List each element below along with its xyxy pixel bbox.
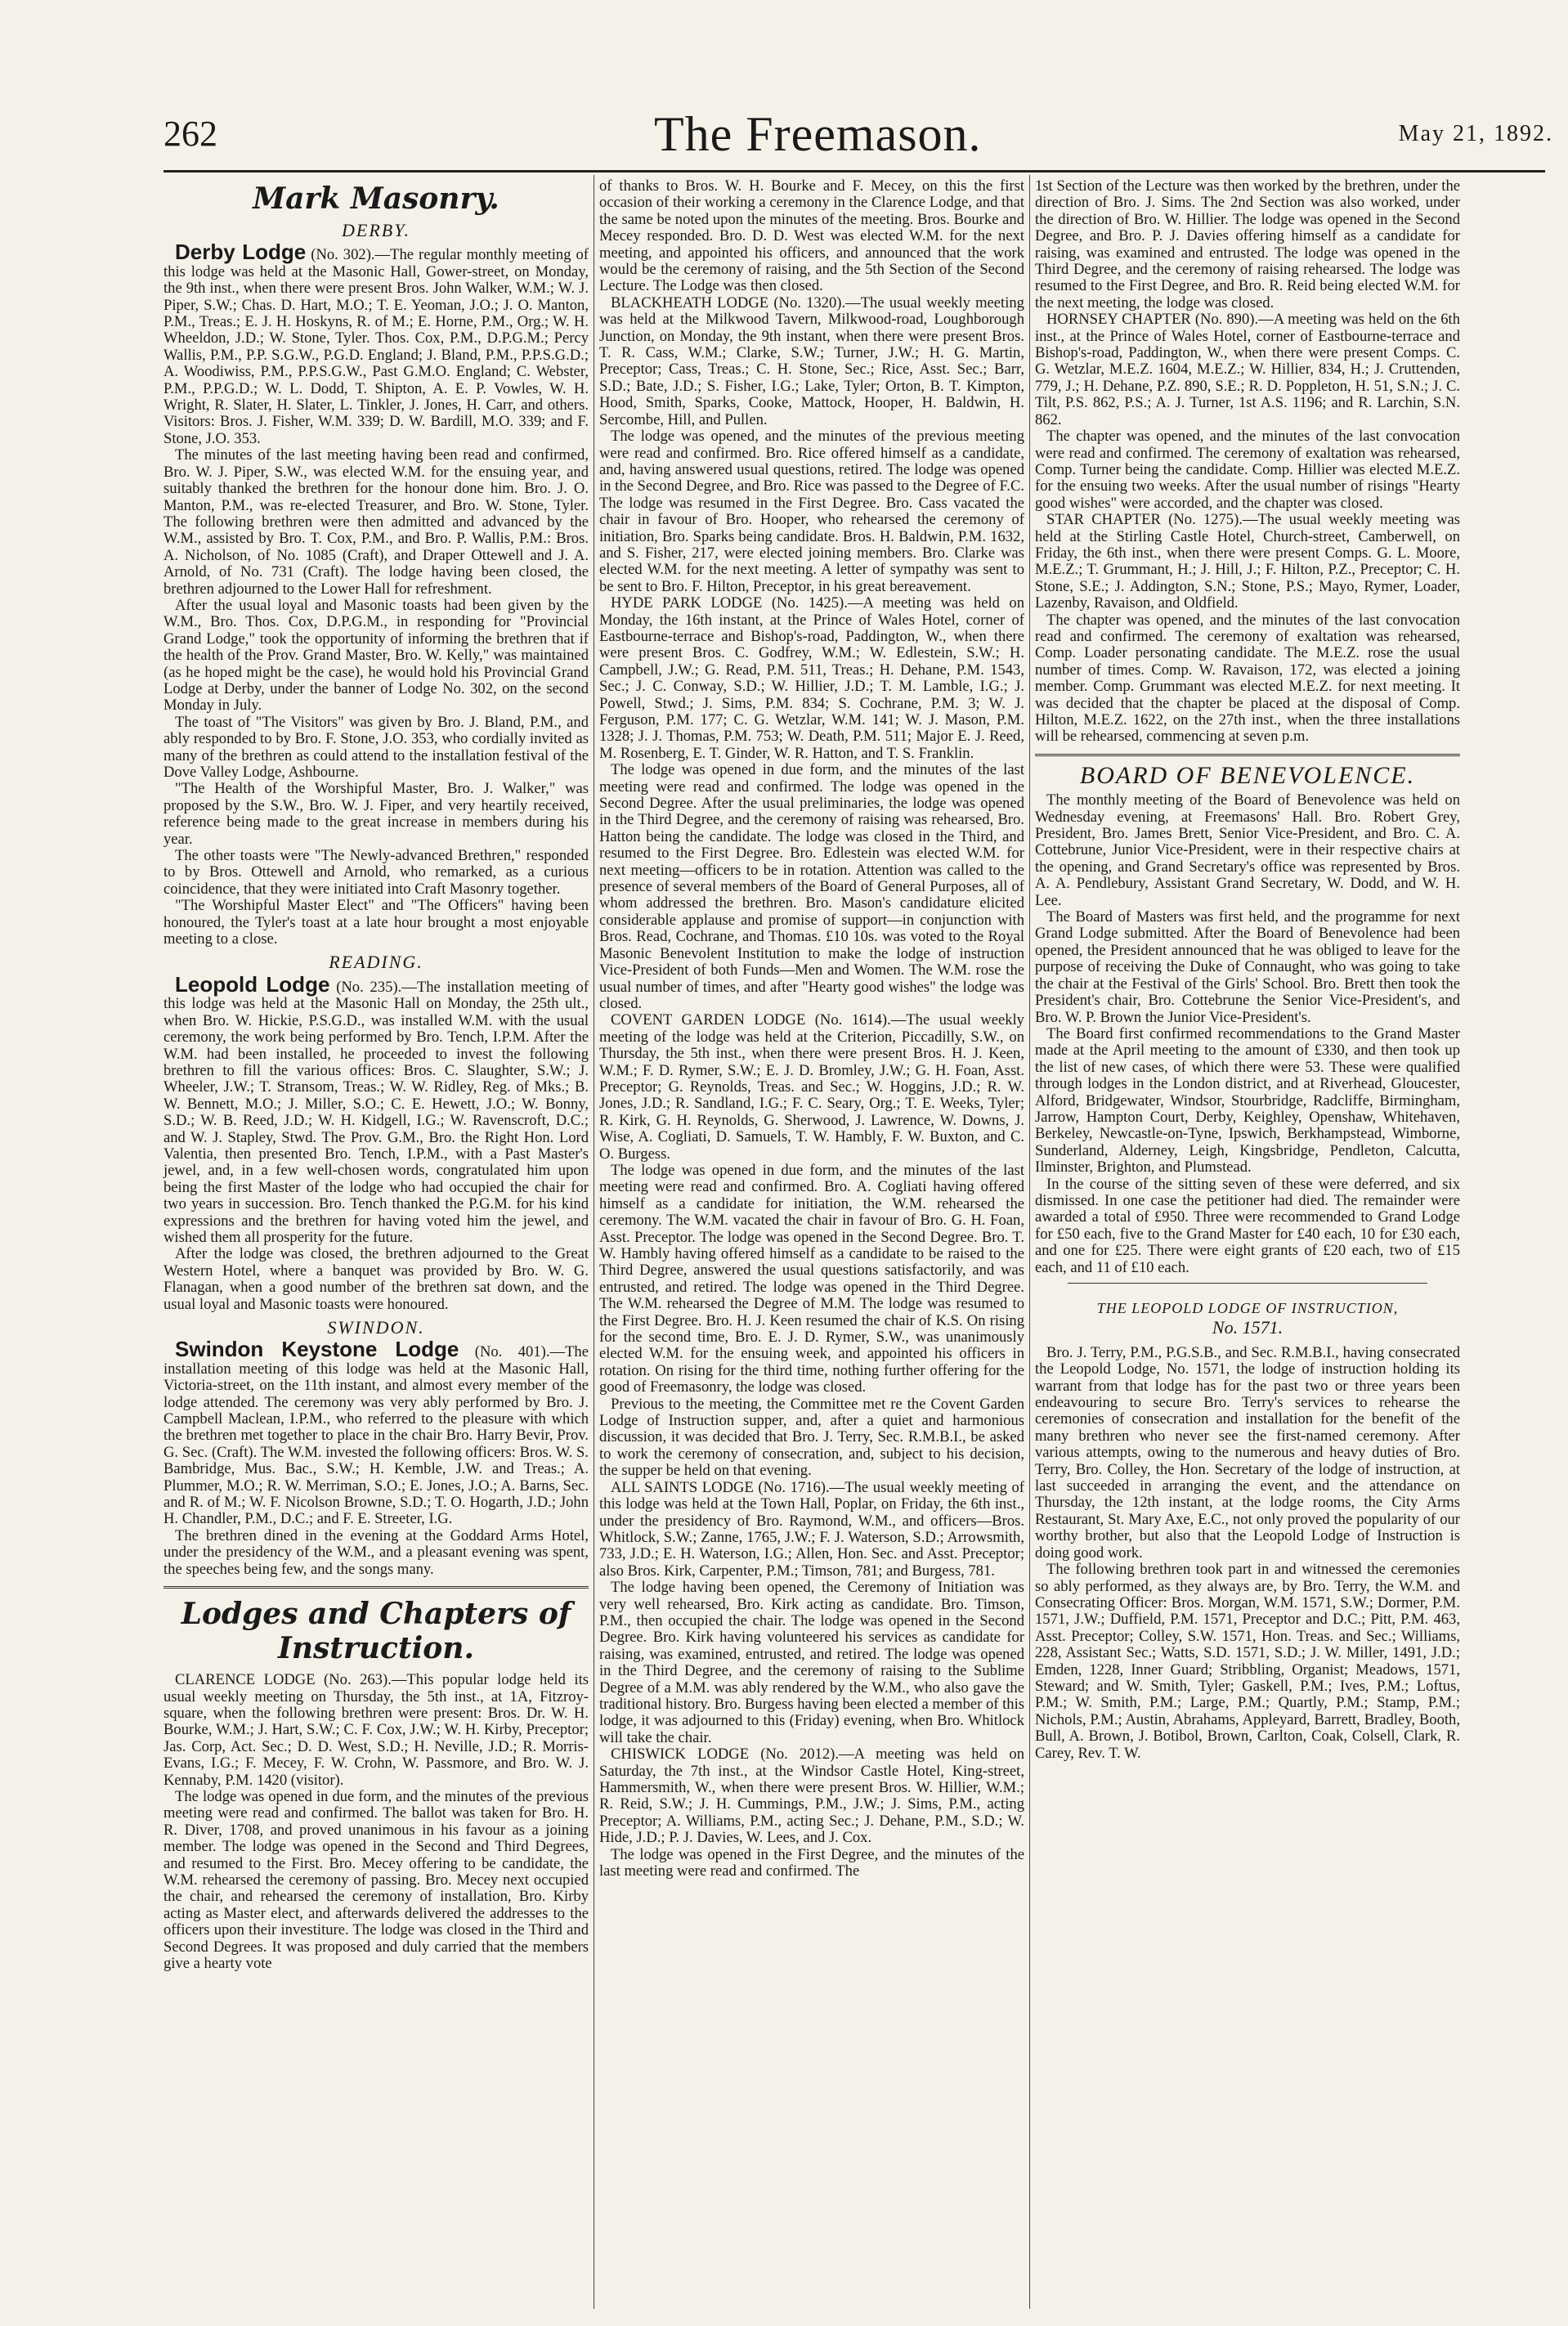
- lodge-lead: COVENT GARDEN LODGE (No. 1614).: [611, 1011, 891, 1029]
- paragraph: Previous to the meeting, the Committee met re the Covent Garden Lodge of Instruction supper, and, after a quiet and harmonious discussion, it was decided that Bro. J. Terry, Sec. R.M.B.I., be asked to work the ceremony of consecration, and, subject to his decision, the supper be held on that evening.: [599, 1395, 1024, 1480]
- paragraph: The monthly meeting of the Board of Benevolence was held on Wednesday evening, at Freemasons' Hall. Bro. Robert Grey, President, Bro. James Brett, Senior Vice-President, and Bro. C. A. Cottebrune, Junior Vice-President, were in their respective chairs at the opening, and Grand Secretary's office was represented by Bros. A. A. Pendlebury, Assistant Grand Secretary, W. Dodd, and W. H. Lee.: [1035, 791, 1460, 909]
- lodge-name: Leopold Lodge: [175, 971, 330, 997]
- paragraph: The lodge was opened in due form, and the minutes of the previous meeting were read and confirmed. The ballot was taken for Bro. H. R. Diver, 1708, and proved unanimous in his favour as a joining member. The lodge was opened in the Second and Third Degrees, and resumed to the First. Bro. Mecey offering to be candidate, the W.M. rehearsed the ceremony of passing. Bro. Mecey next occupied the chair, and rehearsed the ceremony of installation, Bro. Kirby acting as Master elect, and afterwards delivered the addresses to the officers upon their investiture. The lodge was closed in the Third and Second Degrees. It was proposed and duly carried that the members give a hearty vote: [164, 1787, 589, 1972]
- paragraph: The minutes of the last meeting having been read and confirmed, Bro. W. J. Piper, S.W., was elected W.M. for the ensuing year, and suitably thanked the brethren for the honour done him. Bro. J. O. Manton, P.M., was re-elected Treasurer, and Bro. W. Stone, Tyler. The following brethren were then admitted and advanced by the W.M., assisted by Bro. T. Cox, P.M., and Bro. P. Wallis, P.M.: Bros. A. Nicholson, of No. 1085 (Craft), and Draper Ottewell and J. A. Arnold, of No. 731 (Craft). The lodge having been closed, the brethren adjourned to the Lower Hall for refreshment.: [164, 446, 589, 598]
- report-derby: [164, 240, 589, 447]
- paragraph: The lodge having been opened, the Ceremony of Initiation was very well rehearsed, Bro. Kirk acting as candidate. Bro. Timson, P.M., then occupied the chair. The lodge was opened in the Second Degree. Bro. Kirk having volunteered his services as candidate for raising, was examined, entrusted, and retired. The lodge was opened in the Third Degree, and the ceremony of raising to the Sublime Degree of a M.M. was ably rendered by the W.M., who also gave the traditional history. Bro. Burgess having been elected a member of this lodge, it was adjourned to this (Friday) evening, when Bro. Whitlock will take the chair.: [599, 1579, 1024, 1746]
- lodge-lead: CHISWICK LODGE (No. 2012).: [611, 1746, 839, 1764]
- paragraph: The chapter was opened, and the minutes of the last convocation were read and confirmed. The ceremony of exaltation was rehearsed, Comp. Turner being the candidate. Comp. Hillier was elected M.E.Z. for the ensuing two weeks. After the usual number of risings "Hearty good wishes" were accorded, and the chapter was closed.: [1035, 428, 1460, 512]
- report-hornsey: [1035, 311, 1460, 428]
- paragraph: —A meeting was held on the 6th inst., at the Prince of Wales Hotel, corner of Eastbourne-terrace and Bishop's-road, Paddington, W., when there were present Comps. C. G. Wetzlar, M.E.Z. 1604, M.E.Z.; W. Hillier, 834, H.; J. Cruttenden, 779, J.; H. Dehane, P.Z. 890, S.E.; R. D. Poppleton, H. 51, S.N.; J. C. Tilt, P.S. 862, P.S.; A. J. Turner, 1st A.S. 1196; and R. Larchin, S.N. 862.: [1035, 311, 1460, 428]
- paragraph: —The usual weekly meeting of the lodge was held at the Criterion, Piccadilly, S.W., on Thursday, the 5th inst., when there were present Bros. H. J. Keen, W.M.; F. D. Rymer, S.W.; E. J. D. Bromley, J.W.; G. H. Foan, Asst. Preceptor; G. Reynolds, Treas. and Sec.; W. Hoggins, J.D.; R. W. Jones, J.D.; R. Sandland, I.G.; F. C. Seary, Org.; T. E. Weeks, Tyler; R. Kirk, G. H. Reynolds, G. Sherwood, J. Lawrence, W. Downs, J. Wise, A. Cogliati, D. Samuels, T. W. Hambly, F. W. Buxton, and C. O. Burgess.: [599, 1011, 1024, 1163]
- paragraph: The lodge was opened in due form, and the minutes of the last meeting were read and confirmed. Bro. A. Cogliati having offered himself as a candidate for initiation, the W.M. rehearsed the ceremony. The W.M. vacated the chair in favour of Bro. G. H. Foan, Asst. Preceptor. The lodge was opened in the Second Degree. Bro. T. W. Hambly having offered himself as a candidate to be raised to the Third Degree, answered the usual questions satisfactorily, and was entrusted, and retired. The lodge was opened in the Third Degree. The W.M. rehearsed the Degree of M.M. The lodge was resumed to the First Degree. Bro. H. J. Keen resumed the chair of K.S. On rising for the second time, Bro. E. J. D. Rymer, S.W., was unanimously elected W.M. for the ensuing week, and appointed his officers in rotation. On rising for the third time, nothing further offering for the good of Freemasonry, the lodge was closed.: [599, 1161, 1024, 1396]
- column-1: [164, 178, 589, 1972]
- paragraph: Bro. J. Terry, P.M., P.G.S.B., and Sec. R.M.B.I., having consecrated the Leopold Lodge, No. 1571, the lodge of instruction holding its warrant from that lodge has for the past two or three years been endeavouring to secure Bro. Terry's services to rehearse the ceremonies of consecration and installation for the benefit of the many brethren who never see the first-named ceremony. After various attempts, owing to the numerous and heavy duties of Bro. Terry, Bro. Colley, the Hon. Secretary of the lodge of instruction, at last succeeded in arranging the event, and the attendance on Thursday, the 12th instant, at the lodge rooms, the City Arms Restaurant, St. Mary Axe, E.C., not only proved the popularity of our worthy brother, but also that the Leopold Lodge of Instruction is doing good work.: [1035, 1343, 1460, 1562]
- lodge-name: Derby Lodge: [175, 240, 307, 265]
- lodge-lead: BLACKHEATH LODGE (No. 1320).: [611, 294, 846, 311]
- section-heading-leopold-instruction: THE LEOPOLD LODGE OF INSTRUCTION,: [1096, 1300, 1399, 1316]
- report-chiswick: [599, 1746, 1024, 1846]
- newspaper-title: The Freemason.: [654, 107, 982, 161]
- lodge-lead: CLARENCE LODGE (No. 263).: [175, 1671, 392, 1689]
- lodge-lead: HYDE PARK LODGE (No. 1425).: [611, 594, 848, 612]
- paragraph: The lodge was opened in due form, and the minutes of the last meeting were read and confirmed. The lodge was opened in the Second Degree. After the usual preliminaries, the lodge was opened in the Third Degree, and the ceremony of raising was rehearsed, Bro. Hatton being the candidate. The lodge was closed in the Third, and resumed to the First Degree. Bro. Edlestein was elected W.M. for next meeting—officers to be in rotation. Attention was called to the presence of several members of the Board of General Purposes, all of whom addressed the brethren. Bro. Mason's candidature elicited considerable applause and promise of support—in conjunction with Bros. Read, Cochrane, and Thomas. £10 10s. was voted to the Royal Masonic Benevolent Institution to make the lodge of instruction Vice-President of both Funds—Men and Women. The W.M. rose the usual number of times, and after "Hearty good wishes" the lodge was closed.: [599, 761, 1024, 1012]
- lodge-lead: STAR CHAPTER (No. 1275).: [1046, 511, 1243, 529]
- paragraph: —The usual weekly meeting was held at the Stirling Castle Hotel, Church-street, Camberwell, on Friday, the 6th inst., when there were present Comps. G. L. Moore, M.E.Z.; T. Grummant, H.; J. Hill, J.; F. Hilton, P.Z., Preceptor; C. H. Stone, S.E.; J. Addington, S.N.; Stone, P.S.; Mayo, Rymer, Loader, Lazenby, Ravaison, and Oldfield.: [1035, 511, 1460, 612]
- paragraph: —The usual weekly meeting of this lodge was held at the Town Hall, Poplar, on Friday, the 6th inst., under the presidency of Bro. Raymond, W.M., and officers—Bros. Whitlock, S.W.; Zanne, 1765, J.W.; F. J. Waterson, S.D.; Arrowsmith, 733, J.D.; E. H. Waterson, I.G.; Allen, Hon. Sec. and Asst. Preceptor; also Bros. Kirk, Carpenter, P.M.; Timson, 781; and Burgess, 781.: [599, 1478, 1024, 1580]
- section-divider: [1068, 1283, 1427, 1284]
- paragraph: —A meeting was held on Monday, the 16th instant, at the Prince of Wales Hotel, corner of Eastbourne-terrace and Bishop's-road, Paddington, W., when there were present Bros. C. Godfrey, W.M.; W. Edlestein, S.W.; H. Campbell, J.W.; G. Read, P.M. 511, Treas.; H. Dehane, P.M. 1543, Sec.; J. C. Conway, S.D.; W. Hillier, J.D.; T. M. Lamble, I.G.; J. Powell, Stwd.; J. Sims, P.M. 834; S. Cochrane, P.M. 3; W. J. Ferguson, P.M. 177; C. G. Wetzlar, W.M. 141; W. J. Mason, P.M. 1328; J. J. Thomas, P.M. 753; W. Death, P.M. 511; Major E. J. Reed, M. Rosenberg, E. T. Ginder, W. R. Hatton, and T. S. Franklin.: [599, 594, 1024, 762]
- paragraph: —This popular lodge held its usual weekly meeting on Thursday, the 5th inst., at 1A, Fitzroy-square, when the following brethren were present: Bros. Dr. W. H. Bourke, W.M.; J. Hart, S.W.; C. F. Cox, J.W.; W. H. Kirby, Preceptor; Jas. Corp, Act. Sec.; D. D. West, S.D.; H. Neville, J.D.; R. Morris-Evans, I.G.; F. Mecey, F. W. Crohn, W. Passmore, and Bro. W. J. Kennaby, P.M. 1420 (visitor).: [164, 1671, 589, 1789]
- report-star: [1035, 512, 1460, 612]
- paragraph: The other toasts were "The Newly-advanced Brethren," responded to by Bros. Ottewell and Arnold, who remarked, as a curious coincidence, that they were initiated into Craft Masonry together.: [164, 847, 589, 898]
- report-hydepark: [599, 595, 1024, 762]
- place-heading: DERBY.: [342, 220, 410, 240]
- place-heading: SWINDON.: [327, 1317, 425, 1338]
- paragraph: The following brethren took part in and witnessed the ceremonies so ably performed, as they always are, by Bro. Terry, the W.M. and Consecrating Officer: Bros. Morgan, W.M. 1571, S.W.; Dormer, P.M. 1571, J.W.; Duffield, P.M. 1571, Preceptor and D.C.; Pitt, P.M. 463, Asst. Preceptor; Colley, S.W. 1571, Hon. Treas. and Sec.; Williams, 228, Assistant Sec.; Watts, S.D. 1571, S.D.; J. W. Miller, 1491, J.D.; Emden, 1228, Inner Guard; Stribbling, Organist; Meadows, 1571, Steward; and W. Smith, Tyler; Gaskell, P.M.; Ives, P.M.; Loftus, P.M.; W. Smith, P.M.; Large, P.M.; Quartly, P.M.; Stamp, P.M.; Nichols, P.M.; Austin, Abrahams, Appleyard, Barrett, Bradley, Booth, Bull, A. Brown, J. Botibol, Brown, Carlton, Coak, Colsell, Clark, R. Carey, Rev. T. W.: [1035, 1561, 1460, 1762]
- paragraph: The lodge was opened in the First Degree, and the minutes of the last meeting were read and confirmed. The: [599, 1845, 1024, 1880]
- section-heading-mark-masonry: Mark Masonry.: [253, 182, 500, 216]
- column-divider: [1029, 175, 1030, 2309]
- section-divider: [164, 1586, 589, 1589]
- paragraph: In the course of the sitting seven of these were deferred, and six dismissed. In one case the petitioner had died. The remainder were awarded a total of £950. Three were recommended to Grand Lodge for £50 each, five to the Grand Master for £40 each, 10 for £30 each, and one for £25. There were eight grants of £20 each, two of £15 each, and 11 of £10 each.: [1035, 1175, 1460, 1276]
- report-reading: [164, 971, 589, 1247]
- paragraph: "The Health of the Worshipful Master, Bro. J. Walker," was proposed by the S.W., Bro. W. J. Fiper, and very heartily received, reference being made to the great increase in members during his year.: [164, 780, 589, 848]
- paragraph: The Board of Masters was first held, and the programme for next Grand Lodge submitted. After the Board of Benevolence had been opened, the President announced that he was obliged to leave for the purpose of receiving the Duke of Connaught, who was going to take the chair at the Festival of the Girls' School. Bro. Brett then took the President's chair, Bro. Cottebrune the Senior Vice-President's, and Bro. W. P. Brown the Junior Vice-President's.: [1035, 908, 1460, 1026]
- masthead-rule: [164, 170, 1545, 173]
- report-blackheath: [599, 295, 1024, 428]
- lodge-lead: ALL SAINTS LODGE (No. 1716).: [611, 1478, 830, 1496]
- paragraph: The toast of "The Visitors" was given by Bro. J. Bland, P.M., and ably responded to by Bro. F. Stone, J.O. 353, who cordially invited as many of the brethren as could attend to the installation festival of the Dove Valley Lodge, Ashbourne.: [164, 713, 589, 781]
- page-number: 262: [164, 114, 217, 154]
- section-heading-benevolence: BOARD OF BENEVOLENCE.: [1079, 761, 1416, 789]
- column-2: [599, 178, 1024, 1880]
- lodge-name: Swindon Keystone Lodge: [175, 1337, 459, 1362]
- column-3: [1035, 178, 1460, 1762]
- paragraph: —The usual weekly meeting was held at the Milkwood Tavern, Milkwood-road, Loughborough Junction, on Monday, the 9th instant, when there were present Bros. T. R. Cass, W.M.; Clarke, S.W.; Turner, J.W.; H. G. Martin, Preceptor; Cass, Treas.; C. H. Stone, Sec.; Rice, Asst. Sec.; Barr, S.D.; Bate, J.D.; S. Fisher, I.G.; Lake, Tyler; Orton, B. T. Kimpton, Hood, Smith, Sparks, Cooke, Mattock, Hooper, H. Baldwin, H. Sercombe, Hill, and Pullen.: [599, 294, 1024, 428]
- paragraph: (No. 235).—The installation meeting of this lodge was held at the Masonic Hall on Monday, the 25th ult., when Bro. W. Hickie, P.S.G.D., was installed W.M. with the usual ceremony, the work being performed by Bro. Tench, I.P.M. After the W.M. had been installed, he proceeded to invest the following brethren to fill the various offices: Bros. C. Slaughter, S.W.; J. Wheeler, J.W.; T. Stransom, Treas.; W. W. Ridley, Reg. of Mks.; B. W. Bennett, M.O.; J. Miller, S.O.; C. E. Hewett, J.O.; W. Bonny, S.D.; W. B. Reed, J.D.; W. H. Kidgell, I.G.; W. Ravenscroft, D.C.; and W. J. Stapley, Stwd. The Prov. G.M., Bro. the Right Hon. Lord Valentia, then presented Bro. Tench, I.P.M., with a Past Master's jewel, and, in a few well-chosen words, congratulated him upon being the first Master of the lodge who had occupied the chair for two years in succession. Bro. Tench thanked the P.G.M. for his kind expressions and the brethren for having voted him the jewel, and wished them all prosperity for the future.: [164, 978, 589, 1246]
- paragraph: After the lodge was closed, the brethren adjourned to the Great Western Hotel, where a banquet was provided by Bro. W. G. Flanagan, when a good number of the brethren sat down, and the usual loyal and Masonic toasts were honoured.: [164, 1245, 589, 1313]
- paragraph: The brethren dined in the evening at the Goddard Arms Hotel, under the presidency of the W.M., and a pleasant evening was spent, the speeches being few, and the songs many.: [164, 1526, 589, 1578]
- masthead: [164, 106, 1553, 172]
- report-clarence: [164, 1672, 589, 1789]
- issue-date: May 21, 1892.: [1398, 121, 1553, 146]
- paragraph: "The Worshipful Master Elect" and "The Officers" having been honoured, the Tyler's toast at a late hour brought a most enjoyable meeting to a close.: [164, 897, 589, 948]
- paragraph: of thanks to Bros. W. H. Bourke and F. Mecey, on this the first occasion of their working a ceremony in the Clarence Lodge, and that the same be noted upon the minutes of the meeting. Bros. Bourke and Mecey responded. Bro. D. D. West was elected W.M. for the next meeting, and appointed his officers, and announced that the work would be the ceremony of raising, and the 5th Section of the Second Lecture. The Lodge was then closed.: [599, 177, 1024, 295]
- place-heading: READING.: [329, 952, 423, 973]
- section-subheading: No. 1571.: [1212, 1317, 1284, 1338]
- paragraph: After the usual loyal and Masonic toasts had been given by the W.M., Bro. Thos. Cox, D.P.G.M., in responding for "Provincial Grand Lodge," took the opportunity of informing the brethren that if the health of the Prov. Grand Master, Bro. W. Kelly," was maintained (as he hoped might be the case), he would hold his Provincial Grand Lodge at Derby, under the banner of Lodge No. 302, on the second Monday in July.: [164, 596, 589, 715]
- report-swindon: [164, 1337, 589, 1528]
- section-divider: [1035, 754, 1460, 756]
- section-heading-instruction: Lodges and Chapters of Instruction.: [181, 1597, 571, 1666]
- lodge-lead: HORNSEY CHAPTER (No. 890).: [1046, 311, 1259, 329]
- report-all-saints: [599, 1480, 1024, 1580]
- report-covent-garden: [599, 1012, 1024, 1163]
- paragraph: —A meeting was held on Saturday, the 7th inst., at the Windsor Castle Hotel, King-street, Hammersmith, W., when there were present Bros. W. Hillier, W.M.; R. Reid, S.W.; J. H. Cummings, P.M., J.W.; J. Sims, P.M., acting Preceptor; A. Williams, P.M., acting Sec.; J. Dehane, P.M., S.D.; W. Hide, J.D.; P. J. Davies, W. Lees, and J. Cox.: [599, 1746, 1024, 1847]
- paragraph: (No. 401).—The installation meeting of this lodge was held at the Masonic Hall, Victoria-street, on the 11th instant, and almost every member of the lodge attended. The ceremony was very ably performed by Bro. J. Campbell Maclean, I.P.M., who referred to the pleasure with which the brethren met together to place in the chair Bro. Harry Bevir, Prov. G. Sec. (Craft). The W.M. invested the following officers: Bros. W. S. Bambridge, Mus. Bac., S.W.; H. Kemble, J.W. and Treas.; A. Plummer, M.O.; R. W. Merriman, S.O.; E. Jones, J.O.; A. Barns, Sec. and R. of M.; W. F. Nicolson Browne, S.D.; T. O. Hogarth, J.D.; John H. Chandler, P.M., D.C.; and F. E. Streeter, I.G.: [164, 1343, 589, 1528]
- paragraph: (No. 302).—The regular monthly meeting of this lodge was held at the Masonic Hall, Gower-street, on Monday, the 9th inst., when there were present Bros. John Walker, W.M.; W. J. Piper, S.W.; Chas. D. Hart, M.O.; T. E. Yeoman, J.O.; J. O. Manton, P.M., Treas.; E. J. H. Hoskyns, R. of M.; E. Horne, P.M., Org.; W. H. Wheeldon, J.D.; W. Stone, Tyler. Thos. Cox, P.M., D.P.G.M.; Percy Wallis, P.M., P.P. S.G.W., P.G.D. England; J. Bland, P.M., P.P.S.G.D.; A. Woodiwiss, P.M., P.P.S.G.W., Past G.M.O. England; C. Webster, P.M., P.P.G.D.; W. L. Dodd, T. Shipton, A. E. P. Vowles, W. H. Wright, R. Slater, H. Slater, L. Tinkler, J. Jones, H. Carr, and others. Visitors: Bros. J. Fisher, W.M. 339; D. W. Bardill, M.O. 339; and F. Stone, J.O. 353.: [164, 246, 589, 447]
- paragraph: The Board first confirmed recommendations to the Grand Master made at the April meeting to the amount of £330, and then took up the list of new cases, of which there were 53. These were qualified through lodges in the London district, and at Riverhead, Gloucester, Alford, Bridgewater, Windsor, Stourbridge, Radcliffe, Birmingham, Jarrow, Hampton Court, Derby, Keighley, Openshaw, Whitehaven, Berkeley, Newcastle-on-Tyne, Ipswich, Berkhampstead, Wimborne, Sunderland, Alderney, Leigh, Kingsbridge, Pendleton, Calcutta, Ilminster, Brighton, and Plumstead.: [1035, 1024, 1460, 1176]
- paragraph: The chapter was opened, and the minutes of the last convocation read and confirmed. The ceremony of exaltation was rehearsed, Comp. Loader personating candidate. The M.E.Z. rose the usual number of times. Comp. W. Ravaison, 172, was elected a joining member. Comp. Grummant was elected M.E.Z. for next meeting. It was decided that the chapter be placed at the disposal of Comp. Hilton, M.E.Z. 1622, on the 27th inst., when the three installations will be rehearsed, commencing at seven p.m.: [1035, 611, 1460, 746]
- paragraph: The lodge was opened, and the minutes of the previous meeting were read and confirmed. Bro. Rice offered himself as a candidate, and, having answered usual questions, retired. The lodge was opened in the Second Degree, and Bro. Rice was passed to the Degree of F.C. The lodge was resumed in the First Degree. Bro. Cass vacated the chair in favour of Bro. Hooper, who rehearsed the ceremony of initiation, Bro. Sparks being candidate. Bros. H. Baldwin, P.M. 1632, and S. Fisher, 217, were elected joining members. Bro. Clarke was elected W.M. for the next meeting. A letter of sympathy was sent to be sent to Bro. F. Hilton, Preceptor, in his great bereavement.: [599, 428, 1024, 595]
- paragraph: 1st Section of the Lecture was then worked by the brethren, under the direction of Bro. J. Sims. The 2nd Section was also worked, under the direction of Bro. W. Hillier. The lodge was opened in the Second Degree, and Bro. P. J. Davies offering himself as a candidate for raising, was examined and entrusted. The lodge was opened in the Third Degree, and the ceremony of raising rehearsed. The lodge was resumed to the First Degree, and Bro. R. Reid being elected W.M. for the next meeting, the lodge was closed.: [1035, 177, 1460, 311]
